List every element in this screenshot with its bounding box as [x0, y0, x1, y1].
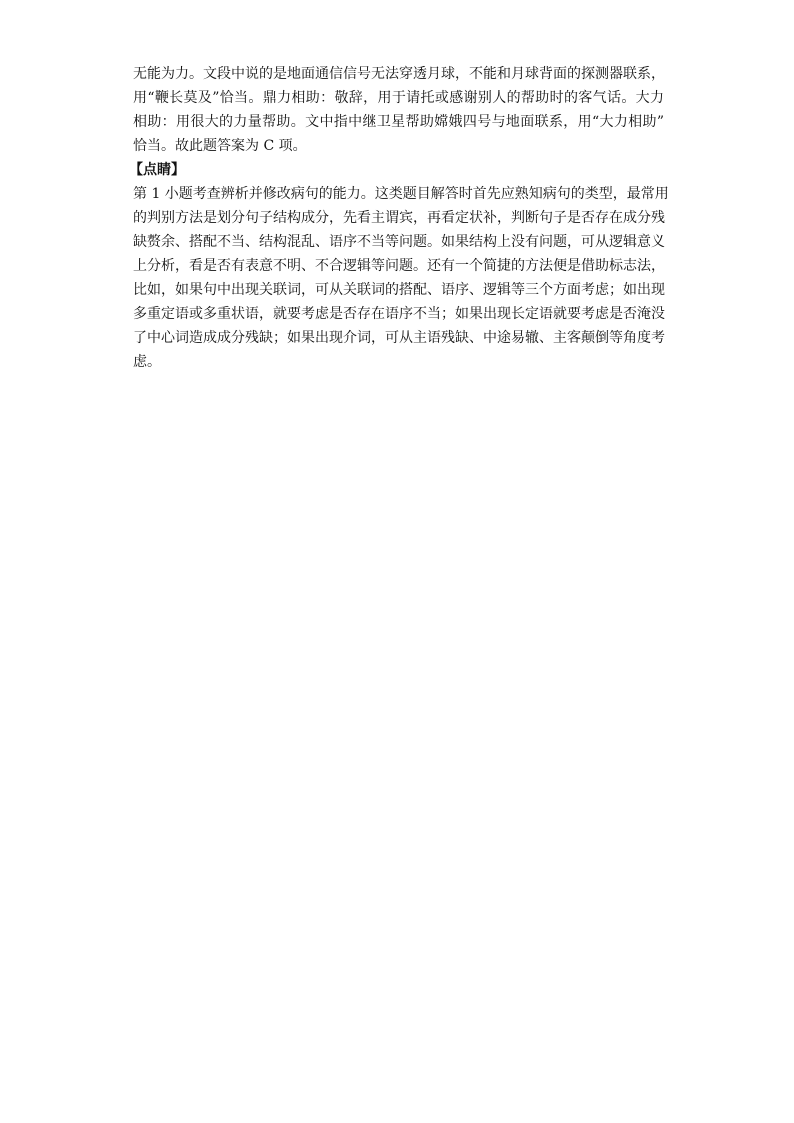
analysis-line: 无能为力。文段中说的是地面通信信号无法穿透月球，不能和月球背面的探测器联系，: [133, 66, 665, 82]
tip-line: 的判别方法是划分句子结构成分，先看主谓宾，再看定状补，判断句子是否存在成分残: [133, 210, 665, 226]
tip-heading: 【点睛】: [129, 162, 185, 178]
tip-line: 第 1 小题考查辨析并修改病句的能力。这类题目解答时首先应熟知病句的类型，最常用: [133, 186, 669, 202]
analysis-line: 恰当。故此题答案为 C 项。: [133, 138, 307, 154]
analysis-line: 相助：用很大的力量帮助。文中指中继卫星帮助嫦娥四号与地面联系，用“大力相助”: [133, 114, 664, 130]
analysis-paragraph: [133, 62, 664, 158]
analysis-line: 用“鞭长莫及”恰当。鼎力相助：敬辞，用于请托或感谢别人的帮助时的客气话。大力: [133, 90, 664, 106]
tip-line: 上分析，看是否有表意不明、不合逻辑等问题。还有一个简捷的方法便是借助标志法，: [133, 258, 665, 274]
tip-paragraph: [133, 182, 669, 374]
tip-line: 缺赘余、搭配不当、结构混乱、语序不当等问题。如果结构上没有问题，可从逻辑意义: [133, 234, 665, 250]
tip-line: 多重定语或多重状语，就要考虑是否存在语序不当；如果出现长定语就要考虑是否淹没: [133, 306, 665, 322]
tip-line: 虑。: [133, 354, 161, 370]
tip-line: 了中心词造成成分残缺；如果出现介词，可从主语残缺、中途易辙、主客颠倒等角度考: [133, 330, 665, 346]
document-page: [129, 62, 669, 374]
tip-line: 比如，如果句中出现关联词，可从关联词的搭配、语序、逻辑等三个方面考虑；如出现: [133, 282, 665, 298]
